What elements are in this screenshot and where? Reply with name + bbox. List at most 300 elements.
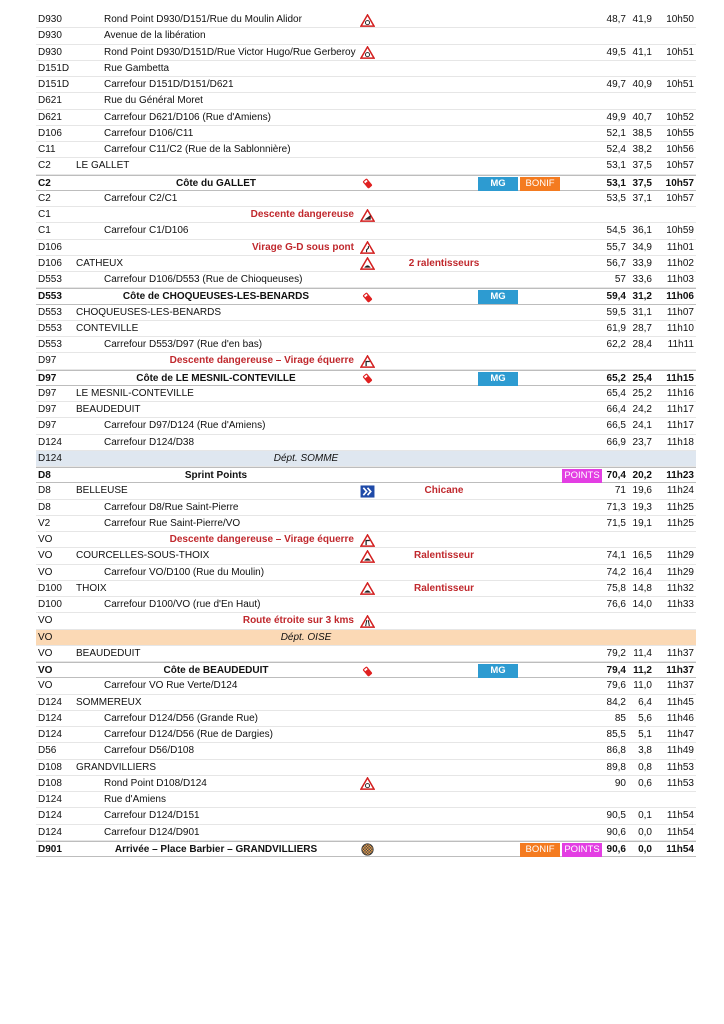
distance-done: 71,5	[606, 517, 626, 529]
itinerary-row	[36, 28, 696, 44]
road-code: D553	[38, 339, 62, 350]
distance-done: 52,4	[606, 144, 626, 155]
distance-remaining: 38,5	[632, 127, 652, 139]
chicane-icon	[358, 483, 376, 499]
distance-done: 61,9	[606, 322, 626, 334]
road-code: D124	[38, 436, 62, 448]
distance-remaining: 16,4	[632, 566, 652, 578]
passage-time: 11h37	[666, 665, 694, 676]
distance-remaining: 34,9	[632, 241, 652, 253]
passage-time: 11h23	[666, 470, 694, 481]
place-name: Rue du Général Moret	[104, 95, 203, 107]
itinerary-row	[36, 483, 696, 499]
distance-remaining: 40,9	[632, 79, 652, 90]
distance-remaining: 11,2	[633, 665, 652, 676]
passage-time: 11h33	[666, 599, 694, 610]
road-code: VO	[38, 665, 53, 676]
mountain-grand-prix-badge: MG	[478, 290, 518, 304]
itinerary-row	[36, 12, 696, 28]
distance-done: 53,1	[606, 160, 626, 172]
road-code: VO	[38, 680, 53, 692]
itinerary-row	[36, 223, 696, 239]
distance-done: 89,8	[606, 761, 626, 773]
itinerary-row	[36, 825, 696, 841]
road-code: D56	[38, 745, 57, 757]
place-name: Rond Point D930/D151/Rue du Moulin Alidor	[104, 14, 302, 25]
passage-time: 11h45	[666, 696, 694, 708]
distance-done: 75,8	[606, 582, 626, 594]
road-code: D553	[38, 322, 62, 334]
distance-done: 52,1	[606, 127, 626, 139]
itinerary-row	[36, 337, 696, 353]
place-name: Côte de BEAUDEDUIT	[163, 665, 269, 676]
itinerary-row	[36, 548, 696, 564]
road-code: D100	[38, 582, 62, 594]
climb-marker-icon	[358, 663, 376, 679]
road-code: D97	[38, 355, 57, 367]
road-code: D124	[38, 452, 62, 464]
hazard-warning: Descente dangereuse – Virage équerre	[169, 355, 354, 367]
passage-time: 11h54	[666, 810, 694, 822]
distance-remaining: 19,6	[632, 485, 652, 497]
place-name: SOMMEREUX	[76, 696, 142, 708]
itinerary-row	[36, 630, 696, 646]
place-name: Carrefour D124/D56 (Rue de Dargies)	[104, 729, 273, 740]
passage-time: 11h37	[666, 647, 694, 659]
passage-time: 11h17	[666, 404, 694, 415]
distance-remaining: 19,1	[632, 517, 652, 529]
road-code: D930	[38, 14, 62, 25]
distance-remaining: 33,9	[632, 257, 652, 269]
itinerary-row	[36, 727, 696, 743]
place-name: Sprint Points	[184, 470, 248, 481]
speed-bump-icon	[358, 256, 376, 272]
road-code: V2	[38, 517, 51, 529]
itinerary-row	[36, 841, 696, 857]
road-code: D151D	[38, 79, 70, 90]
place-name: Côte de LE MESNIL-CONTEVILLE	[136, 372, 296, 384]
itinerary-row	[36, 370, 696, 386]
passage-time: 10h50	[666, 14, 694, 25]
passage-time: 11h54	[666, 843, 694, 855]
itinerary-row	[36, 142, 696, 158]
place-name: BEAUDEDUIT	[76, 404, 141, 415]
distance-remaining: 5,6	[638, 712, 652, 724]
itinerary-row	[36, 45, 696, 61]
distance-remaining: 25,2	[632, 387, 652, 399]
passage-time: 11h53	[666, 777, 694, 789]
place-name: COURCELLES-SOUS-THOIX	[76, 550, 210, 562]
passage-time: 10h55	[666, 127, 694, 139]
place-name: Carrefour D100/VO (rue d'En Haut)	[104, 599, 261, 610]
distance-done: 71,3	[606, 501, 626, 513]
distance-remaining: 36,1	[632, 225, 652, 237]
hazard-note: Ralentisseur	[413, 582, 475, 594]
hazard-note: Chicane	[424, 485, 464, 497]
distance-remaining: 0,0	[638, 826, 652, 838]
road-code: C2	[38, 177, 51, 189]
place-name: Carrefour Rue Saint-Pierre/VO	[104, 517, 241, 529]
mountain-grand-prix-badge: MG	[478, 177, 518, 191]
distance-remaining: 41,9	[632, 14, 652, 25]
place-name: LE MESNIL-CONTEVILLE	[76, 387, 194, 399]
hazard-note: 2 ralentisseurs	[408, 257, 480, 269]
distance-remaining: 14,8	[632, 582, 652, 594]
passage-time: 10h57	[665, 177, 694, 189]
place-name: Carrefour D124/D38	[104, 436, 195, 448]
place-name: Carrefour D56/D108	[104, 745, 195, 757]
distance-remaining: 0,8	[638, 761, 652, 773]
itinerary-row	[36, 581, 696, 597]
distance-done: 55,7	[606, 241, 626, 253]
distance-done: 66,9	[606, 436, 626, 448]
route-itinerary-table	[36, 12, 696, 857]
place-name: Carrefour D124/D56 (Grande Rue)	[104, 712, 258, 724]
passage-time: 11h29	[666, 566, 694, 578]
speed-bump-icon	[358, 548, 376, 564]
passage-time: 11h02	[666, 257, 694, 269]
finish-flag-icon	[358, 842, 376, 858]
distance-done: 49,7	[606, 79, 626, 90]
passage-time: 10h59	[666, 225, 694, 237]
itinerary-row	[36, 467, 696, 483]
road-code: D124	[38, 810, 62, 822]
place-name: Carrefour D106/C11	[104, 127, 194, 139]
road-code: D100	[38, 599, 62, 610]
distance-remaining: 37,1	[632, 192, 652, 204]
distance-done: 49,9	[606, 111, 626, 123]
road-code: VO	[38, 631, 53, 643]
road-code: D621	[38, 111, 62, 123]
road-code: D108	[38, 777, 62, 789]
distance-done: 62,2	[606, 339, 626, 350]
distance-done: 71	[614, 485, 626, 497]
passage-time: 11h03	[666, 274, 694, 285]
road-code: D124	[38, 729, 62, 740]
distance-remaining: 24,1	[632, 420, 652, 432]
place-name: Carrefour D151D/D151/D621	[104, 79, 234, 90]
place-name: Carrefour C11/C2 (Rue de la Sablonnière)	[104, 144, 291, 155]
itinerary-row	[36, 435, 696, 451]
distance-done: 53,1	[606, 177, 626, 189]
road-code: C2	[38, 160, 51, 172]
narrow-road-icon	[358, 613, 376, 629]
distance-done: 56,7	[606, 257, 626, 269]
itinerary-row	[36, 77, 696, 93]
road-code: D930	[38, 46, 62, 58]
hazard-note: Ralentisseur	[413, 550, 475, 562]
passage-time: 10h57	[666, 192, 694, 204]
place-name: Rue Gambetta	[104, 62, 170, 74]
double-bend-icon	[358, 240, 376, 256]
distance-done: 49,5	[606, 46, 626, 58]
itinerary-row	[36, 500, 696, 516]
itinerary-row	[36, 451, 696, 467]
distance-remaining: 0,0	[638, 843, 652, 855]
distance-done: 65,4	[606, 387, 626, 399]
itinerary-row	[36, 386, 696, 402]
road-code: C1	[38, 209, 51, 220]
itinerary-row	[36, 305, 696, 321]
passage-time: 11h32	[666, 582, 694, 594]
distance-done: 66,4	[606, 404, 626, 415]
place-name: Rue d'Amiens	[104, 794, 166, 805]
distance-done: 86,8	[606, 745, 626, 757]
itinerary-row	[36, 61, 696, 77]
itinerary-row	[36, 191, 696, 207]
place-name: Carrefour VO/D100 (Rue du Moulin)	[104, 566, 265, 578]
itinerary-row	[36, 93, 696, 109]
hazard-warning: Descente dangereuse	[250, 209, 354, 220]
distance-done: 79,6	[606, 680, 626, 692]
itinerary-row	[36, 110, 696, 126]
distance-remaining: 0,6	[638, 777, 652, 789]
distance-done: 54,5	[606, 225, 626, 237]
bonification-badge: BONIF	[520, 177, 560, 191]
passage-time: 11h07	[666, 306, 694, 318]
roundabout-icon	[358, 776, 376, 792]
place-name: LE GALLET	[76, 160, 130, 172]
road-code: D124	[38, 794, 62, 805]
department-label: Dépt. OISE	[280, 631, 332, 643]
place-name: CHOQUEUSES-LES-BENARDS	[76, 306, 222, 318]
itinerary-row	[36, 678, 696, 694]
distance-done: 48,7	[606, 14, 626, 25]
distance-remaining: 37,5	[632, 160, 652, 172]
road-code: D553	[38, 306, 62, 318]
road-code: C2	[38, 192, 51, 204]
distance-done: 66,5	[606, 420, 626, 432]
passage-time: 11h47	[666, 729, 694, 740]
itinerary-row	[36, 695, 696, 711]
itinerary-row	[36, 272, 696, 288]
distance-done: 85,5	[606, 729, 626, 740]
passage-time: 11h17	[666, 420, 694, 432]
distance-remaining: 37,5	[632, 177, 652, 189]
road-code: D901	[38, 843, 62, 855]
distance-remaining: 19,3	[632, 501, 652, 513]
place-name: Avenue de la libération	[104, 30, 206, 42]
place-name: Carrefour D553/D97 (Rue d'en bas)	[104, 339, 263, 350]
distance-remaining: 33,6	[632, 274, 652, 285]
itinerary-row	[36, 402, 696, 418]
itinerary-row	[36, 808, 696, 824]
road-code: D151D	[38, 62, 70, 74]
distance-remaining: 40,7	[632, 111, 652, 123]
passage-time: 11h25	[666, 517, 694, 529]
place-name: Carrefour D8/Rue Saint-Pierre	[104, 501, 239, 513]
hazard-warning: Virage G-D sous pont	[251, 241, 354, 253]
place-name: Carrefour D97/D124 (Rue d'Amiens)	[104, 420, 266, 432]
climb-marker-icon	[358, 176, 376, 192]
distance-remaining: 28,4	[632, 339, 652, 350]
sharp-turn-icon	[358, 532, 376, 548]
itinerary-row	[36, 240, 696, 256]
hazard-warning: Route étroite sur 3 kms	[242, 615, 354, 627]
distance-done: 90,6	[606, 843, 626, 855]
road-code: D108	[38, 761, 62, 773]
road-code: D8	[38, 485, 51, 497]
itinerary-row	[36, 207, 696, 223]
distance-remaining: 5,1	[638, 729, 652, 740]
passage-time: 11h11	[667, 339, 694, 350]
distance-remaining: 3,8	[638, 745, 652, 757]
distance-remaining: 31,2	[632, 291, 652, 303]
distance-done: 53,5	[606, 192, 626, 204]
road-code: VO	[38, 615, 53, 627]
distance-done: 79,4	[606, 665, 626, 676]
place-name: CATHEUX	[76, 257, 124, 269]
itinerary-row	[36, 711, 696, 727]
itinerary-row	[36, 597, 696, 613]
itinerary-row	[36, 776, 696, 792]
place-name: GRANDVILLIERS	[76, 761, 157, 773]
road-code: VO	[38, 534, 53, 545]
passage-time: 11h46	[666, 712, 694, 724]
distance-remaining: 14,0	[632, 599, 652, 610]
road-code: D553	[38, 291, 62, 303]
road-code: D106	[38, 241, 62, 253]
passage-time: 11h18	[666, 436, 694, 448]
distance-remaining: 20,2	[632, 470, 652, 481]
place-name: Rond Point D930/D151D/Rue Victor Hugo/Rue Gerberoy	[104, 46, 356, 58]
passage-time: 11h54	[666, 826, 694, 838]
passage-time: 11h16	[666, 387, 694, 399]
distance-done: 76,6	[606, 599, 626, 610]
place-name: Arrivée – Place Barbier – GRANDVILLIERS	[114, 843, 318, 855]
distance-done: 90	[614, 777, 626, 789]
road-code: D8	[38, 501, 51, 513]
distance-done: 74,2	[606, 566, 626, 578]
road-code: VO	[38, 647, 53, 659]
passage-time: 11h29	[666, 550, 694, 562]
itinerary-row	[36, 516, 696, 532]
itinerary-row	[36, 175, 696, 191]
place-name: Côte de CHOQUEUSES-LES-BENARDS	[122, 291, 310, 303]
road-code: D553	[38, 274, 62, 285]
road-code: D97	[38, 420, 57, 432]
points-badge: POINTS	[562, 843, 602, 857]
place-name: Carrefour D124/D901	[104, 826, 200, 838]
itinerary-row	[36, 532, 696, 548]
itinerary-row	[36, 321, 696, 337]
road-code: D97	[38, 372, 57, 384]
distance-remaining: 38,2	[632, 144, 652, 155]
road-code: D97	[38, 404, 57, 415]
distance-done: 57	[614, 274, 626, 285]
road-code: D124	[38, 712, 62, 724]
distance-done: 85	[614, 712, 626, 724]
distance-done: 84,2	[606, 696, 626, 708]
place-name: THOIX	[76, 582, 107, 594]
itinerary-row	[36, 792, 696, 808]
speed-bump-icon	[358, 581, 376, 597]
department-label: Dépt. SOMME	[273, 452, 339, 464]
road-code: D106	[38, 127, 62, 139]
road-code: D124	[38, 696, 62, 708]
place-name: Carrefour C2/C1	[104, 192, 178, 204]
road-code: D106	[38, 257, 62, 269]
place-name: BELLEUSE	[76, 485, 128, 497]
road-code: VO	[38, 566, 53, 578]
itinerary-row	[36, 743, 696, 759]
itinerary-row	[36, 288, 696, 304]
road-code: VO	[38, 550, 53, 562]
distance-remaining: 23,7	[632, 436, 652, 448]
climb-marker-icon	[358, 371, 376, 387]
place-name: Carrefour D106/D553 (Rue de Chioqueuses)	[104, 274, 303, 285]
place-name: CONTEVILLE	[76, 322, 139, 334]
passage-time: 10h56	[666, 144, 694, 155]
itinerary-row	[36, 126, 696, 142]
road-code: D621	[38, 95, 62, 107]
road-code: C11	[38, 144, 56, 155]
distance-done: 59,4	[606, 291, 626, 303]
hazard-warning: Descente dangereuse – Virage équerre	[169, 534, 354, 545]
place-name: Carrefour C1/D106	[104, 225, 189, 237]
road-code: D8	[38, 470, 51, 481]
passage-time: 10h52	[666, 111, 694, 123]
passage-time: 11h01	[666, 241, 694, 253]
distance-remaining: 6,4	[638, 696, 652, 708]
distance-done: 65,2	[606, 372, 626, 384]
distance-done: 90,6	[606, 826, 626, 838]
distance-remaining: 16,5	[632, 550, 652, 562]
place-name: Carrefour D621/D106 (Rue d'Amiens)	[104, 111, 271, 123]
distance-remaining: 24,2	[632, 404, 652, 415]
place-name: Côte du GALLET	[176, 177, 256, 189]
passage-time: 11h15	[666, 372, 694, 384]
itinerary-row	[36, 662, 696, 678]
passage-time: 11h49	[666, 745, 694, 757]
distance-done: 90,5	[606, 810, 626, 822]
passage-time: 11h25	[666, 501, 694, 513]
passage-time: 10h51	[666, 46, 694, 58]
itinerary-row	[36, 646, 696, 662]
distance-remaining: 0,1	[638, 810, 652, 822]
passage-time: 10h57	[666, 160, 694, 172]
roundabout-icon	[358, 12, 376, 28]
place-name: BEAUDEDUIT	[76, 647, 141, 659]
distance-done: 59,5	[606, 306, 626, 318]
steep-descent-icon	[358, 207, 376, 223]
road-code: D97	[38, 387, 57, 399]
itinerary-row	[36, 760, 696, 776]
road-code: D124	[38, 826, 62, 838]
road-code: D930	[38, 30, 62, 42]
distance-remaining: 31,1	[632, 306, 652, 318]
itinerary-row	[36, 158, 696, 174]
itinerary-row	[36, 565, 696, 581]
itinerary-row	[36, 353, 696, 369]
itinerary-row	[36, 256, 696, 272]
points-badge: POINTS	[562, 469, 602, 483]
distance-remaining: 11,4	[633, 647, 652, 659]
itinerary-row	[36, 613, 696, 629]
bonification-badge: BONIF	[520, 843, 560, 857]
passage-time: 11h53	[666, 761, 694, 773]
distance-remaining: 28,7	[632, 322, 652, 334]
place-name: Carrefour VO Rue Verte/D124	[104, 680, 238, 692]
passage-time: 10h51	[666, 79, 694, 90]
distance-remaining: 41,1	[632, 46, 652, 58]
roundabout-icon	[358, 45, 376, 61]
climb-marker-icon	[358, 289, 376, 305]
passage-time: 11h37	[666, 680, 694, 692]
mountain-grand-prix-badge: MG	[478, 372, 518, 386]
place-name: Carrefour D124/D151	[104, 810, 200, 822]
itinerary-row	[36, 418, 696, 434]
